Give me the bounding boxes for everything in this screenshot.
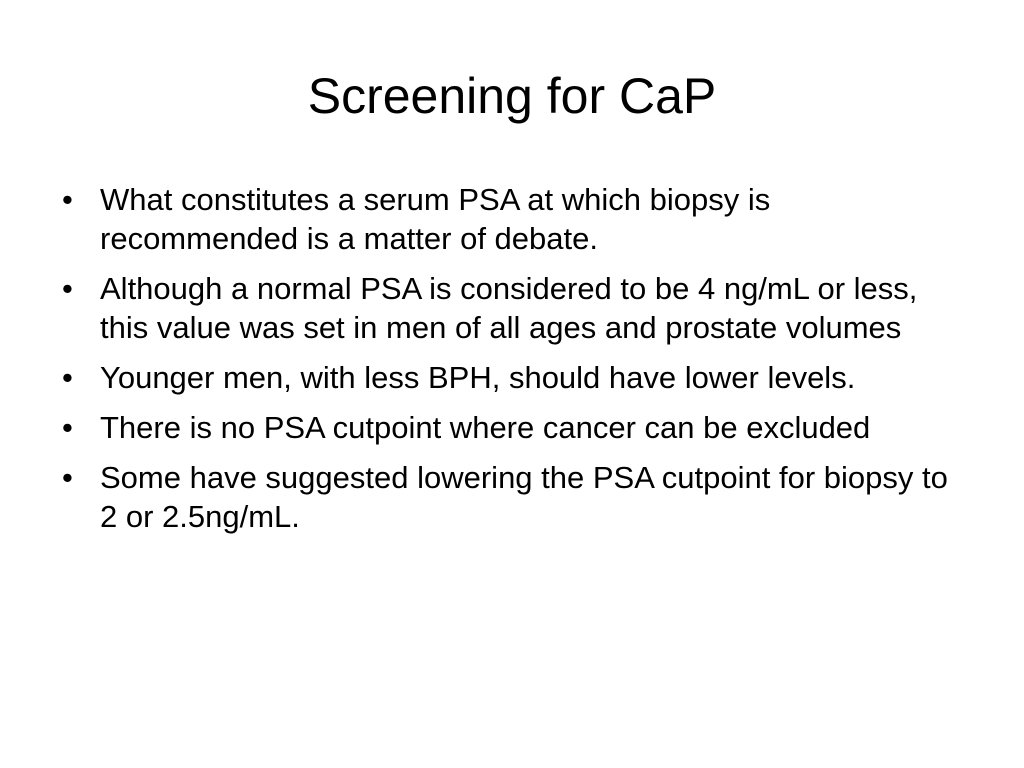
bullet-item-4 [60, 408, 960, 447]
bullet-item-3 [60, 358, 960, 397]
bullet-text: Some have suggested lowering the PSA cutpoint for biopsy to 2 or 2.5ng/mL. [100, 460, 948, 534]
bullet-item-2 [60, 269, 960, 347]
bullet-text: What constitutes a serum PSA at which biopsy is recommended is a matter of debate. [100, 182, 771, 256]
bullet-text: There is no PSA cutpoint where cancer can be excluded [100, 410, 871, 445]
bullet-icon: • [62, 460, 73, 495]
bullet-icon: • [62, 410, 73, 445]
bullet-text: Although a normal PSA is considered to be 4 ng/mL or less, this value was set in men of all ages and prostate volumes [100, 271, 918, 345]
bullet-item-5 [60, 458, 960, 536]
bullet-list [60, 180, 960, 547]
bullet-icon: • [62, 182, 73, 217]
slide-title: Screening for CaP [307, 68, 717, 124]
bullet-icon: • [62, 360, 73, 395]
bullet-icon: • [62, 271, 73, 306]
bullet-text: Younger men, with less BPH, should have lower levels. [100, 360, 856, 395]
bullet-item-1 [60, 180, 960, 258]
